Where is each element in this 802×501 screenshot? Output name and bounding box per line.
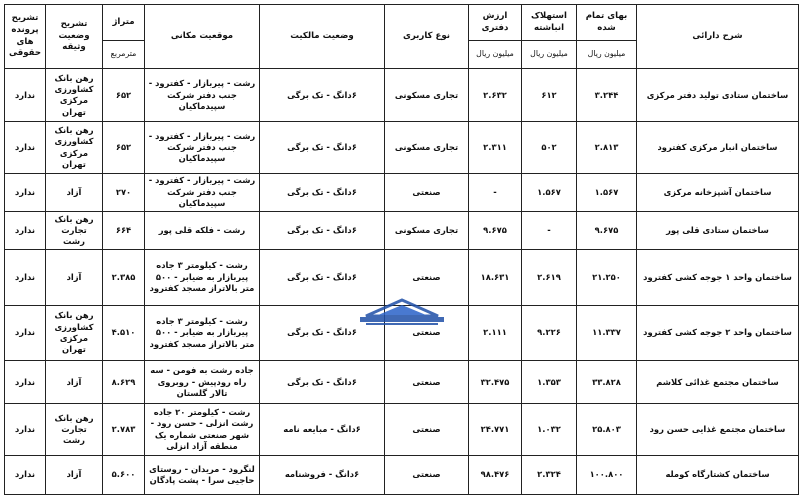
use-type: صنعتی bbox=[385, 455, 469, 494]
table-row bbox=[5, 455, 799, 494]
cost-value: ۹.۶۷۵ bbox=[577, 212, 637, 250]
use-type: صنعتی bbox=[385, 305, 469, 361]
use-type: صنعتی bbox=[385, 361, 469, 404]
location-text: لنگرود - مریدان - روستای حاجیی سرا - پشت پادگان bbox=[145, 455, 260, 494]
collateral-status: رهن بانک تجارت رشت bbox=[46, 212, 103, 250]
cost-value: ۲.۸۱۳ bbox=[577, 122, 637, 173]
location-text: رشت - کیلومتر ۲۰ جاده رشت انزلی - حسن رود - شهر صنعتی شماره یک منطقه آزاد انزلی bbox=[145, 404, 260, 455]
header-use-type: نوع کاربری bbox=[385, 5, 469, 69]
asset-name: ساختمان مجتمع غذایی حسن رود bbox=[637, 404, 799, 455]
area-value: ۲.۳۸۵ bbox=[103, 250, 145, 306]
table-row bbox=[5, 305, 799, 361]
table-row bbox=[5, 173, 799, 211]
asset-name: ساختمان واحد ۱ جوجه کشی کفترود bbox=[637, 250, 799, 306]
book-value: ۲.۶۳۲ bbox=[469, 69, 522, 122]
table-row bbox=[5, 212, 799, 250]
book-value: ۳۲.۴۷۵ bbox=[469, 361, 522, 404]
legal-cases: ندارد bbox=[5, 305, 46, 361]
header-collateral-status: تشریح وضعیت وثیقه bbox=[46, 5, 103, 69]
header-ownership: وضعیت مالکیت bbox=[260, 5, 385, 69]
area-value: ۶۵۲ bbox=[103, 122, 145, 173]
asset-name: ساختمان کشتارگاه کومله bbox=[637, 455, 799, 494]
fixed-assets-table bbox=[4, 4, 799, 495]
asset-name: ساختمان مجتمع غذائی کلاشم bbox=[637, 361, 799, 404]
ownership-status: ۶دانگ - تک برگی bbox=[260, 250, 385, 306]
use-type: صنعتی bbox=[385, 173, 469, 211]
use-type: صنعتی bbox=[385, 250, 469, 306]
location-text: رشت - کیلومتر ۳ جاده پیربازار به ضیابر - ۵۰۰ متر بالاتراز مسجد کفترود bbox=[145, 305, 260, 361]
ownership-status: ۶دانگ - تک برگی bbox=[260, 173, 385, 211]
location-text: رشت - پیربازار - کفترود - جنب دفتر شرکت سپیدماکیان bbox=[145, 122, 260, 173]
unit-area: مترمربع bbox=[103, 41, 145, 69]
depreciation-value: ۱.۵۶۷ bbox=[522, 173, 577, 211]
legal-cases: ندارد bbox=[5, 455, 46, 494]
location-text: رشت - پیربازار - کفترود - جنب دفتر شرکت سپیدماکیان bbox=[145, 173, 260, 211]
use-type: تجاری مسکونی bbox=[385, 69, 469, 122]
cost-value: ۳۳.۸۲۸ bbox=[577, 361, 637, 404]
collateral-status: آزاد bbox=[46, 361, 103, 404]
collateral-status: رهن بانک کشاورزی مرکزی تهران bbox=[46, 69, 103, 122]
ownership-status: ۶دانگ - تک برگی bbox=[260, 69, 385, 122]
book-value: ۲.۳۱۱ bbox=[469, 122, 522, 173]
cost-value: ۲۱.۲۵۰ bbox=[577, 250, 637, 306]
legal-cases: ندارد bbox=[5, 69, 46, 122]
legal-cases: ندارد bbox=[5, 361, 46, 404]
cost-value: ۲۵.۸۰۳ bbox=[577, 404, 637, 455]
asset-name: ساختمان واحد ۲ جوجه کشی کفترود bbox=[637, 305, 799, 361]
table-row bbox=[5, 404, 799, 455]
asset-name: ساختمان ستادی قلی پور bbox=[637, 212, 799, 250]
unit-cost: میلیون ریال bbox=[577, 41, 637, 69]
depreciation-value: ۹.۲۲۶ bbox=[522, 305, 577, 361]
header-row bbox=[5, 5, 799, 41]
header-legal-cases: تشریح پرونده های حقوقی bbox=[5, 5, 46, 69]
header-asset: شرح دارائی bbox=[637, 5, 799, 69]
header-depreciation: استهلاک انباشته bbox=[522, 5, 577, 41]
ownership-status: ۶دانگ - تک برگی bbox=[260, 361, 385, 404]
ownership-status: ۶دانگ - تک برگی bbox=[260, 305, 385, 361]
asset-name: ساختمان ستادی تولید دفتر مرکزی bbox=[637, 69, 799, 122]
depreciation-value: ۱.۰۳۲ bbox=[522, 404, 577, 455]
cost-value: ۱۰۰.۸۰۰ bbox=[577, 455, 637, 494]
use-type: تجاری مسکونی bbox=[385, 122, 469, 173]
legal-cases: ندارد bbox=[5, 212, 46, 250]
area-value: ۸.۶۲۹ bbox=[103, 361, 145, 404]
header-location: موقعیت مکانی bbox=[145, 5, 260, 69]
legal-cases: ندارد bbox=[5, 250, 46, 306]
ownership-status: ۶دانگ - تک برگی bbox=[260, 122, 385, 173]
ownership-status: ۶دانگ - تک برگی bbox=[260, 212, 385, 250]
area-value: ۴.۵۱۰ bbox=[103, 305, 145, 361]
use-type: تجاری مسکونی bbox=[385, 212, 469, 250]
use-type: صنعتی bbox=[385, 404, 469, 455]
area-value: ۶۵۲ bbox=[103, 69, 145, 122]
header-area: متراژ bbox=[103, 5, 145, 41]
area-value: ۵.۶۰۰ bbox=[103, 455, 145, 494]
cost-value: ۱۱.۳۳۷ bbox=[577, 305, 637, 361]
area-value: ۶۶۴ bbox=[103, 212, 145, 250]
table-row bbox=[5, 69, 799, 122]
header-cost: بهای تمام شده bbox=[577, 5, 637, 41]
asset-name: ساختمان آشپزخانه مرکزی bbox=[637, 173, 799, 211]
depreciation-value: ۶۱۲ bbox=[522, 69, 577, 122]
book-value: ۹.۶۷۵ bbox=[469, 212, 522, 250]
book-value: - bbox=[469, 173, 522, 211]
table-row bbox=[5, 361, 799, 404]
collateral-status: رهن بانک کشاورزی مرکزی تهران bbox=[46, 305, 103, 361]
location-text: رشت - پیربازار - کفترود - جنب دفتر شرکت سپیدماکیان bbox=[145, 69, 260, 122]
depreciation-value: ۵۰۲ bbox=[522, 122, 577, 173]
area-value: ۲۷۰ bbox=[103, 173, 145, 211]
legal-cases: ندارد bbox=[5, 173, 46, 211]
legal-cases: ندارد bbox=[5, 404, 46, 455]
book-value: ۲.۱۱۱ bbox=[469, 305, 522, 361]
header-book-value: ارزش دفتری bbox=[469, 5, 522, 41]
depreciation-value: ۲.۶۱۹ bbox=[522, 250, 577, 306]
unit-book-value: میلیون ریال bbox=[469, 41, 522, 69]
book-value: ۲۴.۷۷۱ bbox=[469, 404, 522, 455]
cost-value: ۱.۵۶۷ bbox=[577, 173, 637, 211]
collateral-status: آزاد bbox=[46, 250, 103, 306]
unit-depreciation: میلیون ریال bbox=[522, 41, 577, 69]
ownership-status: ۶دانگ - مبایعه نامه bbox=[260, 404, 385, 455]
cost-value: ۳.۲۴۴ bbox=[577, 69, 637, 122]
book-value: ۱۸.۶۳۱ bbox=[469, 250, 522, 306]
table-row bbox=[5, 122, 799, 173]
asset-name: ساختمان انبار مرکزی کفترود bbox=[637, 122, 799, 173]
collateral-status: رهن بانک کشاورزی مرکزی تهران bbox=[46, 122, 103, 173]
legal-cases: ندارد bbox=[5, 122, 46, 173]
depreciation-value: - bbox=[522, 212, 577, 250]
area-value: ۲.۷۸۳ bbox=[103, 404, 145, 455]
table-row bbox=[5, 250, 799, 306]
depreciation-value: ۲.۳۲۴ bbox=[522, 455, 577, 494]
book-value: ۹۸.۴۷۶ bbox=[469, 455, 522, 494]
location-text: رشت - فلکه قلی پور bbox=[145, 212, 260, 250]
location-text: جاده رشت به فومن - سه راه رودپیش - روبروی تالار گلستان bbox=[145, 361, 260, 404]
collateral-status: آزاد bbox=[46, 173, 103, 211]
ownership-status: ۶دانگ - فروشنامه bbox=[260, 455, 385, 494]
collateral-status: آزاد bbox=[46, 455, 103, 494]
collateral-status: رهن بانک تجارت رشت bbox=[46, 404, 103, 455]
depreciation-value: ۱.۳۵۳ bbox=[522, 361, 577, 404]
location-text: رشت - کیلومتر ۳ جاده پیربازار به ضیابر - ۵۰۰ متر بالاتراز مسجد کفترود bbox=[145, 250, 260, 306]
